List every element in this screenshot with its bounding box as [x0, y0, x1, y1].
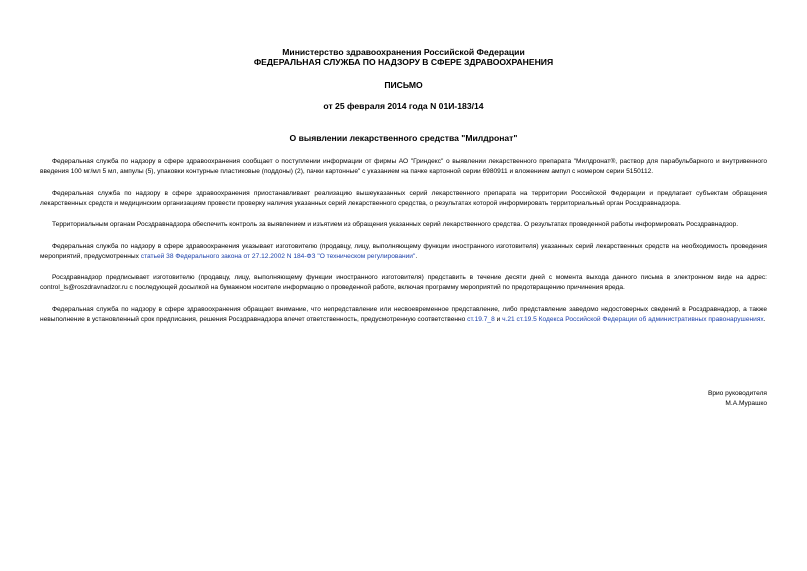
- document-type: ПИСЬМО: [384, 80, 423, 90]
- paragraph-3: Территориальным органам Росздравнадзора обеспечить контроль за выявлением и изъятием из обращения указанных серий лекарственного средства. О результатах проведенной работы информировать Росздравнадзор.: [52, 221, 739, 228]
- paragraph-5: Росздравнадзор предписывает изготовителю (продавцу, лицу, выполняющему функции иностранного изготовителя) представить в течение десяти дней с момента выхода данного письма в электронном виде на адрес: control_ls@roszdravnadzor.ru с последующей досылкой на бумажном носителе информацию о проведенной работе, включая программу мероприятий по предотвращению причинения вреда.: [40, 274, 767, 291]
- paragraph-4: [40, 242, 767, 262]
- article-19-7-8-link[interactable]: ст.19.7_8: [467, 315, 495, 323]
- paragraph-2: Федеральная служба по надзору в сфере здравоохранения приостанавливает реализацию вышеуказанных серий лекарственного препарата на территории Российской Федерации и предлагает субъектам обращения лекарственных средств и медицинским организациям провести проверку наличия указанных серий лекарственного средства, о результатах которой информировать территориальный орган Росздравнадзора.: [40, 189, 767, 207]
- ministry-name: Министерство здравоохранения Российской Федерации: [282, 47, 525, 57]
- document-subject: О выявлении лекарственного средства "Милдронат": [289, 133, 518, 143]
- paragraph-6: [40, 305, 767, 325]
- paragraph-4-text: Федеральная служба по надзору в сфере здравоохранения указывает изготовителю (продавцу, лицу, выполняющему функции иностранного изготовителя) указанных серий лекарственных средств на необходимость проведения мероприятий, предусмотренных: [40, 242, 767, 260]
- paragraph-6-end: .: [763, 315, 766, 323]
- signature-position: Врио руководителя: [707, 390, 767, 397]
- paragraph-4-end: .: [415, 252, 418, 260]
- service-name: ФЕДЕРАЛЬНАЯ СЛУЖБА ПО НАДЗОРУ В СФЕРЕ ЗДРАВООХРАНЕНИЯ: [253, 57, 554, 67]
- law-184-fz-link[interactable]: статьей 38 Федерального закона от 27.12.2002 N 184-ФЗ "О техническом регулировании": [140, 252, 416, 260]
- paragraph-6-text: Федеральная служба по надзору в сфере здравоохранения обращает внимание, что непредставление или несвоевременное представление, либо представление заведомо недостоверных сведений в Росздравнадзор, а также невыполнение в установленный срок предписания, решения Росздравнадзора влечет ответственность, предусмотренную соответственно: [40, 305, 767, 323]
- paragraph-1: Федеральная служба по надзору в сфере здравоохранения сообщает о поступлении информации от фирмы АО "Гриндекс" о выявлении лекарственного препарата "Милдронат®, раствор для парабульбарного и внутривенного введения 100 мг/мл 5 мл, ампулы (5), упаковки контурные пластиковые (поддоны) (2), пачки картонные" с указанием на пачке картонной серии 6980911 и вложением ампул с номером серии 5150112.: [40, 158, 767, 175]
- document-date-number: от 25 февраля 2014 года N 01И-183/14: [323, 101, 484, 111]
- letter-body: [40, 157, 767, 336]
- koap-article-19-5-link[interactable]: ч.21 ст.19.5 Кодекса Российской Федерации об административных правонарушениях: [502, 315, 764, 323]
- signature-name: М.А.Мурашко: [725, 400, 767, 407]
- paragraph-6-mid: и: [494, 315, 503, 323]
